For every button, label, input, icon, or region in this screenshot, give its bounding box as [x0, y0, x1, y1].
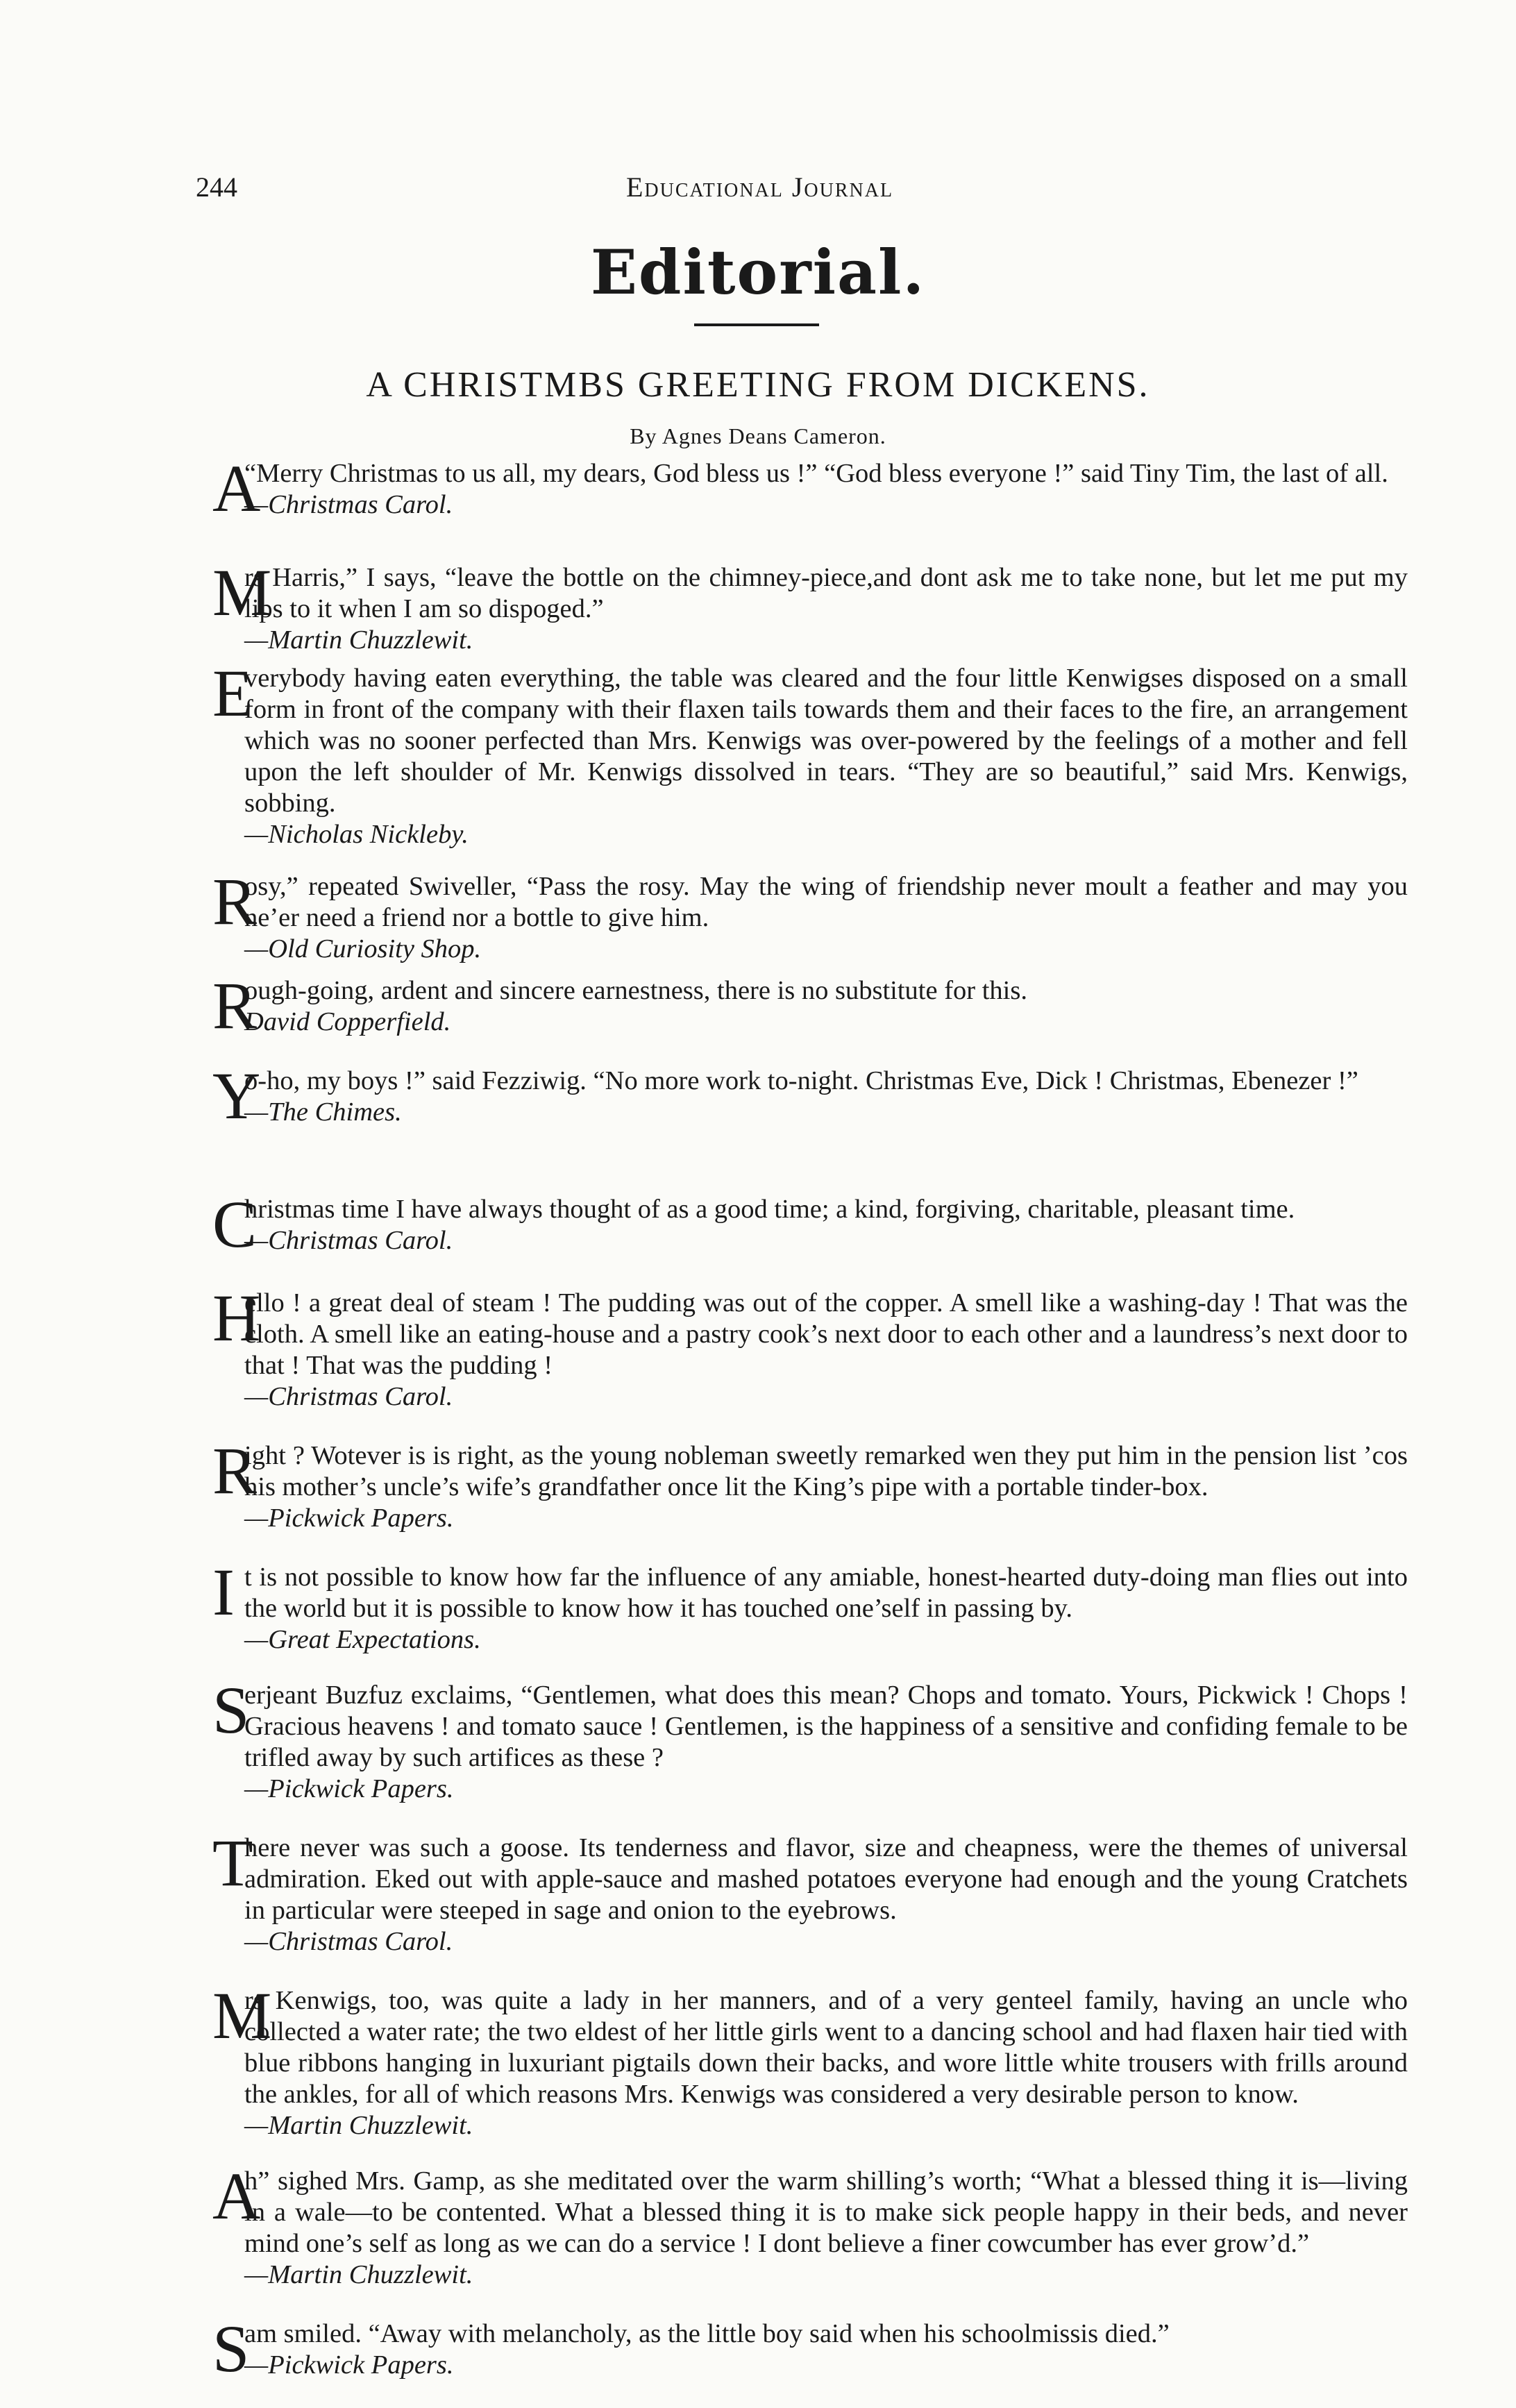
quote-text: hristmas time I have always thought of as a good time; a kind, forgiving, charitable, pleasant time. — [244, 1195, 1295, 1224]
page-number: 244 — [196, 171, 237, 203]
quote-source: —Pickwick Papers. — [244, 2350, 454, 2380]
quote-entry — [212, 2312, 1408, 2386]
quote-source: —Martin Chuzzlewit. — [244, 625, 473, 655]
drop-cap: H — [212, 1281, 261, 1355]
quote-text: erjeant Buzfuz exclaims, “Gentlemen, what does this mean? Chops and tomato. Yours, Pickwick ! Chops ! Gracious heavens ! and tomato sauce ! Gentlemen, is the happiness of a sensitive and confiding female to be trifled away by such artifices as these ? — [244, 1681, 1408, 1772]
quote-text: t is not possible to know how far the influence of any amiable, honest-hearted duty-doing man flies out into the world but it is possible to know how it has touched one’self in passing by. — [244, 1563, 1408, 1623]
quote-entry — [212, 1059, 1408, 1133]
quote-entry — [212, 968, 1408, 1043]
section-title: Editorial. — [590, 236, 926, 308]
quote-source: —Christmas Carol. — [244, 1927, 453, 1956]
quote-text: ough-going, ardent and sincere earnestness, there is no substitute for this. — [244, 976, 1027, 1005]
drop-cap: Y — [212, 1059, 261, 1133]
quote-source: —The Chimes. — [244, 1097, 402, 1127]
quote-text: rs Kenwigs, too, was quite a lady in her manners, and of a very genteel family, having an uncle who collected a water rate; the two eldest of her little girls went to a dancing school and had flaxen hair tied with blue ribbons hanging in luxuriant pigtails down their backs, and wore little white trousers with frills around the ankles, for all of which reasons Mrs. Kenwigs was considered a very desirable person to know. — [244, 1986, 1408, 2109]
quote-entry — [212, 864, 1408, 965]
quote-text: h” sighed Mrs. Gamp, as she meditated over the warm shilling’s worth; “What a blessed thing it is—living in a wale—to be contented. What a blessed thing it is to make sick people happy in their beds, and never mind one’s self as long as we can do a service ! I dont believe a finer cowcumber has ever grow’d.” — [244, 2166, 1408, 2258]
quote-text: “Merry Christmas to us all, my dears, God bless us !” “God bless everyone !” said Tiny Tim, the last of all. — [244, 459, 1388, 488]
quote-entry — [212, 451, 1408, 525]
byline: By Agnes Deans Cameron. — [630, 423, 886, 448]
quote-entry — [212, 555, 1408, 656]
running-head — [196, 171, 1349, 212]
quote-text: o-ho, my boys !” said Fezziwig. “No more work to-night. Christmas Eve, Dick ! Christmas, Ebenezer !” — [244, 1066, 1358, 1095]
quote-source: —Martin Chuzzlewit. — [244, 2260, 473, 2289]
quote-entry — [212, 1978, 1408, 2141]
title-rule — [694, 323, 819, 326]
quote-entry — [212, 1187, 1408, 1261]
drop-cap: R — [212, 864, 258, 938]
quote-text: ight ? Wotever is is right, as the young nobleman sweetly remarked wen they put him in the pension list ’cos his mother’s uncle’s wife’s grandfather once lit the King’s pipe with a portable tinder-box. — [244, 1441, 1408, 1501]
drop-cap: R — [212, 968, 258, 1043]
quote-text: ello ! a great deal of steam ! The pudding was out of the copper. A smell like a washing-day ! That was the cloth. A smell like an eating-house and a pastry cook’s next door to each other and a laundress’s next door to that ! That was the pudding ! — [244, 1288, 1408, 1380]
quote-entry — [212, 1826, 1408, 1957]
drop-cap: S — [212, 2312, 250, 2386]
quote-entry — [212, 656, 1408, 850]
quote-source: —Martin Chuzzlewit. — [244, 2111, 473, 2140]
quote-text: verybody having eaten everything, the table was cleared and the four little Kenwigses disposed on a small form in front of the company with their flaxen tails towards them and their faces to the fire, an arrangement which was no sooner perfected than Mrs. Kenwigs was over-powered by the feelings of a mother and fell upon the left shoulder of Mr. Kenwigs dissolved in tears. “They are so beautiful,” said Mrs. Kenwigs, sobbing. — [244, 664, 1408, 818]
drop-cap: M — [212, 1978, 272, 2053]
quote-source: David Copperfield. — [244, 1007, 451, 1036]
quote-source: —Great Expectations. — [244, 1625, 481, 1654]
drop-cap: C — [212, 1187, 258, 1261]
quote-source: —Old Curiosity Shop. — [244, 934, 482, 963]
journal-name: Educational Journal — [626, 171, 894, 203]
quote-source: —Pickwick Papers. — [244, 1774, 454, 1803]
quote-source: —Nicholas Nickleby. — [244, 820, 469, 849]
quote-source: —Pickwick Papers. — [244, 1504, 454, 1533]
quote-source: —Christmas Carol. — [244, 1382, 453, 1411]
quote-entry — [212, 2159, 1408, 2291]
drop-cap: A — [212, 2159, 261, 2233]
drop-cap: S — [212, 1673, 250, 1747]
drop-cap: I — [212, 1555, 235, 1629]
quote-entry — [212, 1555, 1408, 1656]
quote-entry — [212, 1433, 1408, 1534]
drop-cap: E — [212, 656, 253, 730]
quote-source: —Christmas Carol. — [244, 1226, 453, 1255]
quote-text: am smiled. “Away with melancholy, as the little boy said when his schoolmissis died.” — [244, 2319, 1170, 2348]
drop-cap: M — [212, 555, 272, 630]
quote-entry — [212, 1281, 1408, 1413]
quote-text: osy,” repeated Swiveller, “Pass the rosy. May the wing of friendship never moult a feather and may you ne’er need a friend nor a bottle to give him. — [244, 872, 1408, 932]
drop-cap: A — [212, 451, 261, 525]
quote-entry — [212, 1673, 1408, 1805]
quote-source: —Christmas Carol. — [244, 490, 453, 519]
article-title: A CHRISTMBS GREETING FROM DICKENS. — [366, 365, 1150, 405]
quote-text: here never was such a goose. Its tenderness and flavor, size and cheapness, were the themes of universal admiration. Eked out with apple-sauce and mashed potatoes everyone had enough and the young Cratchets in particular were steeped in sage and onion to the eyebrows. — [244, 1833, 1408, 1925]
drop-cap: T — [212, 1826, 253, 1900]
quote-text: rs Harris,” I says, “leave the bottle on the chimney-piece,and dont ask me to take none, but let me put my lips to it when I am so dispoged.” — [244, 563, 1408, 623]
drop-cap: R — [212, 1433, 258, 1508]
